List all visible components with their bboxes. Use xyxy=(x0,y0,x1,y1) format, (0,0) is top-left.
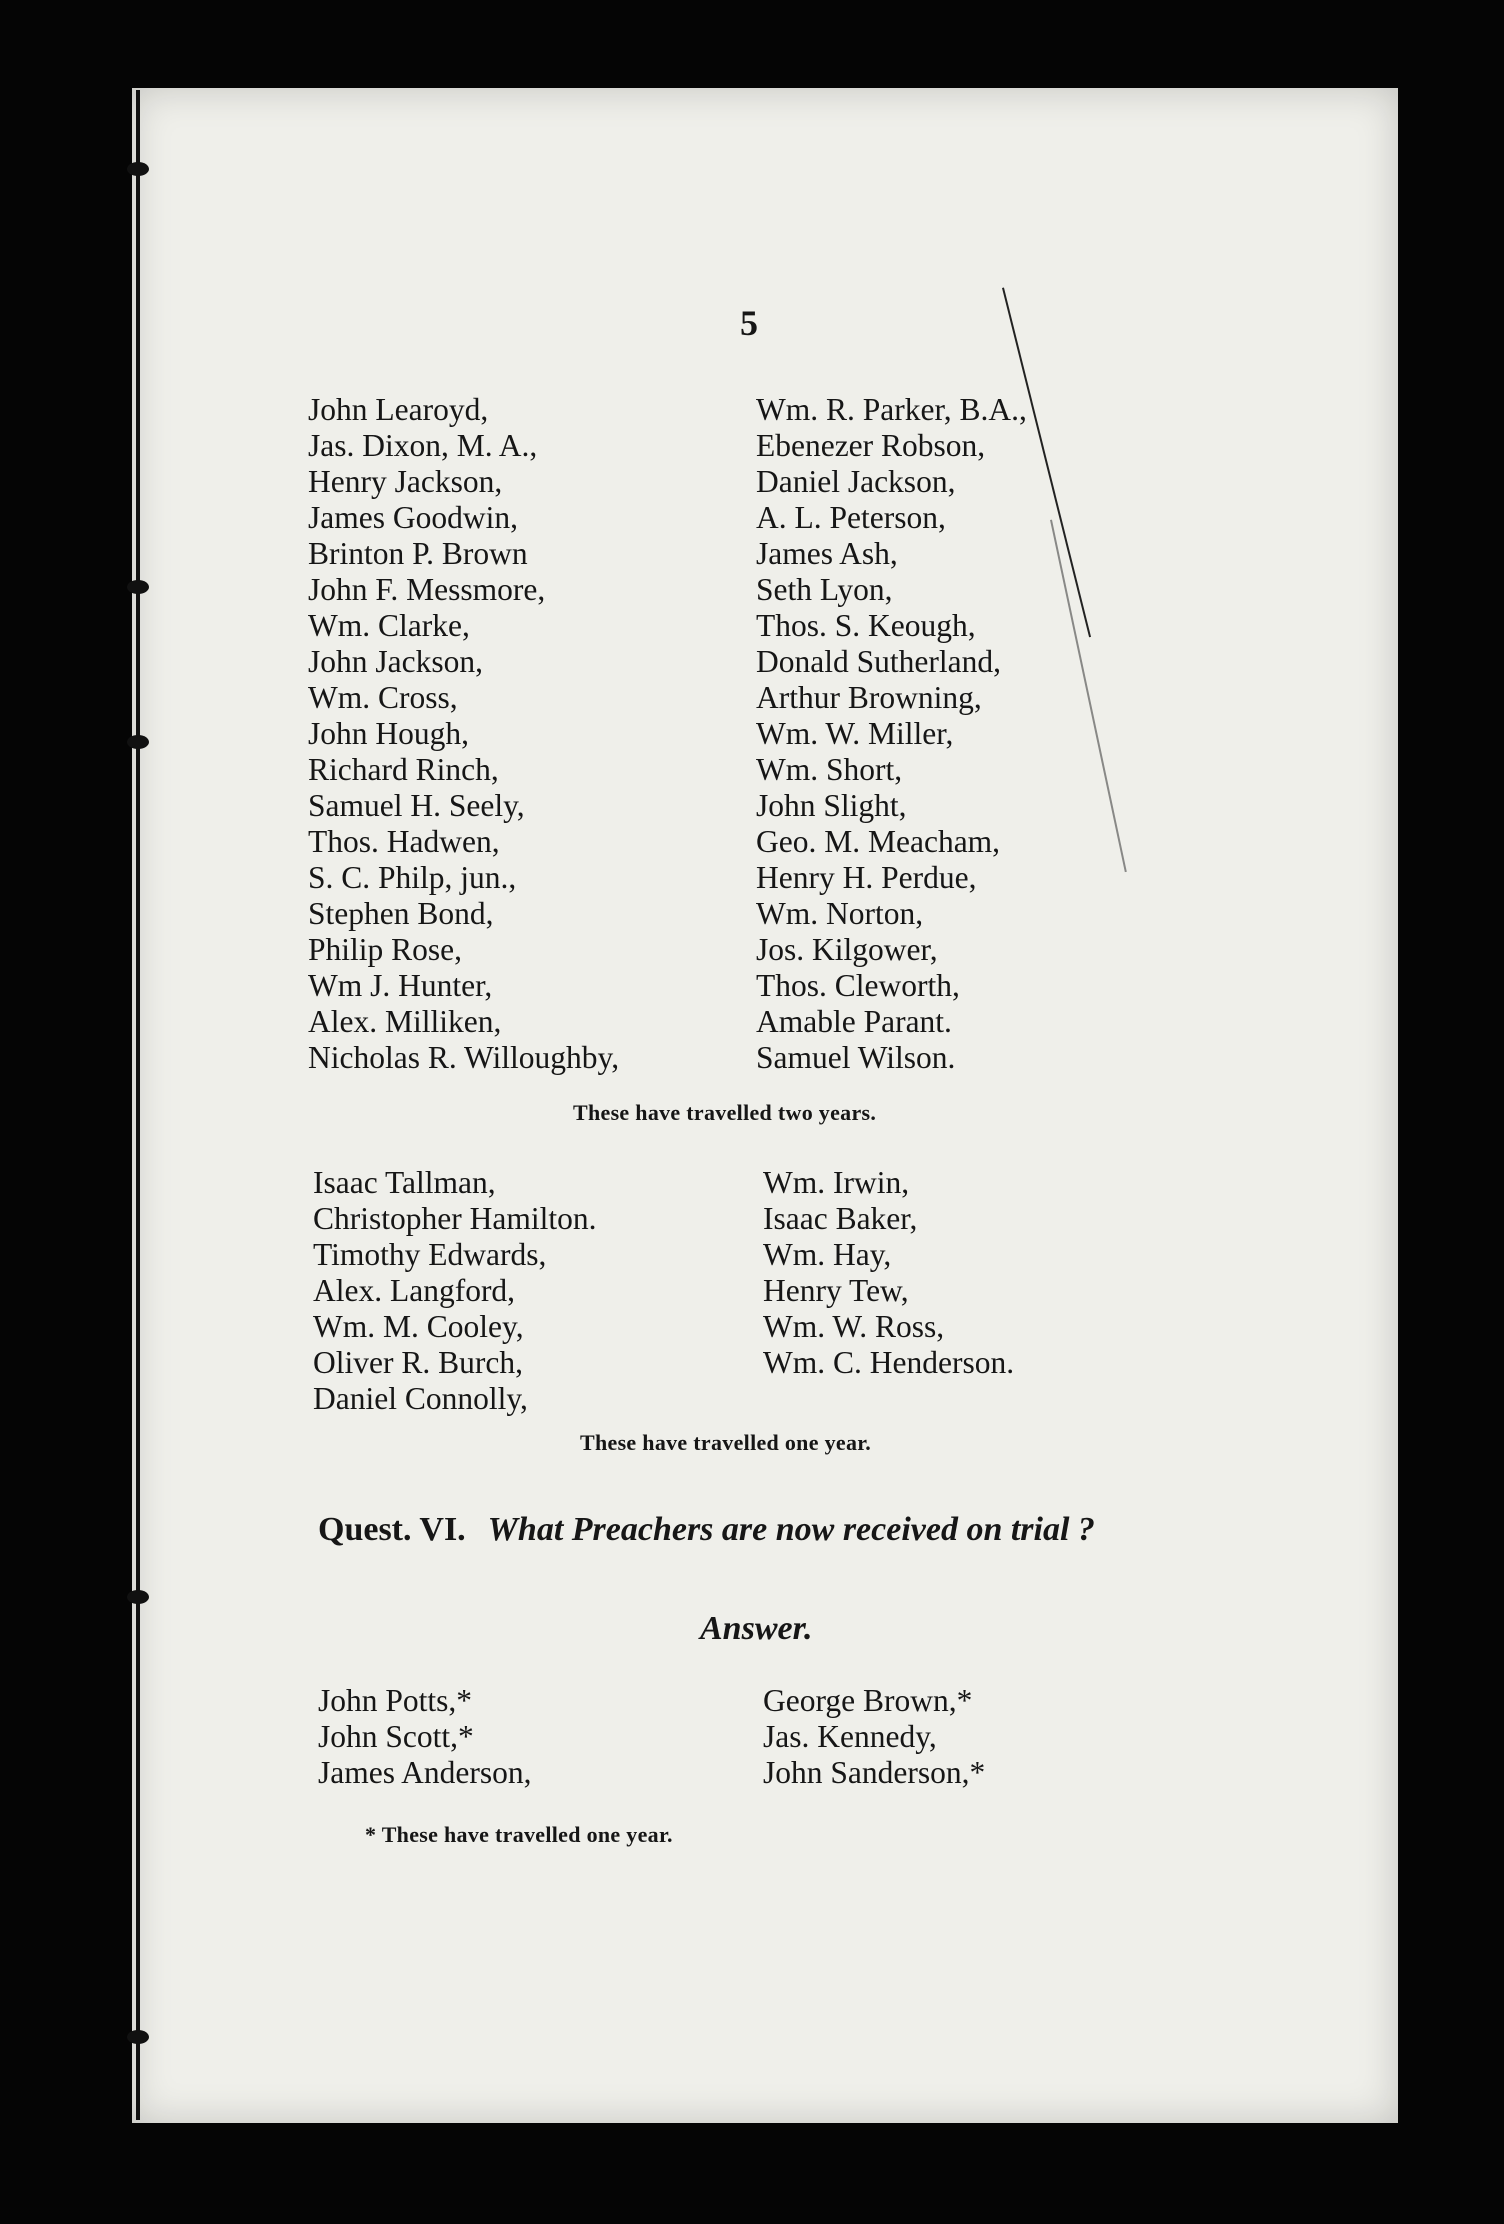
name-entry: Thos. S. Keough, xyxy=(756,608,976,643)
name-entry: Brinton P. Brown xyxy=(308,536,528,571)
name-entry: Ebenezer Robson, xyxy=(756,428,986,463)
name-entry: Arthur Browning, xyxy=(756,680,982,715)
name-entry: Wm. C. Henderson. xyxy=(763,1345,1015,1380)
name-entry: Geo. M. Meacham, xyxy=(756,824,1001,859)
name-entry: John Slight, xyxy=(756,788,907,823)
name-entry: Nicholas R. Willoughby, xyxy=(308,1040,620,1075)
name-entry: Amable Parant. xyxy=(756,1004,952,1039)
name-entry: John F. Messmore, xyxy=(308,572,546,607)
name-entry: Wm. W. Ross, xyxy=(763,1309,945,1344)
name-entry: James Goodwin, xyxy=(308,500,518,535)
binding-stitch xyxy=(127,580,149,594)
names-one-year-right xyxy=(763,1165,1014,1381)
name-entry: Samuel H. Seely, xyxy=(308,788,525,823)
name-entry: Thos. Cleworth, xyxy=(756,968,960,1003)
name-entry: John Jackson, xyxy=(308,644,483,679)
name-entry: Richard Rinch, xyxy=(308,752,499,787)
name-entry: Stephen Bond, xyxy=(308,896,494,931)
name-entry: Timothy Edwards, xyxy=(313,1237,547,1272)
name-entry: S. C. Philp, jun., xyxy=(308,860,517,895)
binding-stitch xyxy=(127,2030,149,2044)
binding-stitch xyxy=(127,1590,149,1604)
binding-stitch xyxy=(127,735,149,749)
footnote: * These have travelled one year. xyxy=(365,1822,673,1847)
answer-names-right xyxy=(763,1683,985,1791)
question-text: What Preachers are now received on trial ? xyxy=(487,1511,1095,1548)
page-number: 5 xyxy=(740,303,758,343)
name-entry: Henry Jackson, xyxy=(308,464,503,499)
name-entry: John Scott,* xyxy=(318,1719,474,1754)
name-entry: James Ash, xyxy=(756,536,898,571)
question-heading xyxy=(318,1508,1238,1552)
name-entry: Thos. Hadwen, xyxy=(308,824,500,859)
name-entry: Isaac Tallman, xyxy=(313,1165,496,1200)
name-entry: Philip Rose, xyxy=(308,932,463,967)
name-entry: Jos. Kilgower, xyxy=(756,932,938,967)
name-entry: A. L. Peterson, xyxy=(756,500,946,535)
names-one-year-left xyxy=(313,1165,596,1417)
name-entry: Samuel Wilson. xyxy=(756,1040,956,1075)
binding-stitch xyxy=(127,162,149,176)
name-entry: Alex. Milliken, xyxy=(308,1004,502,1039)
names-two-years-right xyxy=(756,392,1027,1076)
names-two-years-left xyxy=(308,392,619,1076)
name-entry: Oliver R. Burch, xyxy=(313,1345,523,1380)
answer-names-left xyxy=(318,1683,531,1791)
name-entry: Daniel Connolly, xyxy=(313,1381,528,1416)
name-entry: Wm J. Hunter, xyxy=(308,968,493,1003)
note-one-year: These have travelled one year. xyxy=(580,1430,872,1455)
answer-heading: Answer. xyxy=(700,1610,813,1647)
name-entry: Wm. Short, xyxy=(756,752,903,787)
name-entry: Henry H. Perdue, xyxy=(756,860,977,895)
name-entry: John Sanderson,* xyxy=(763,1755,986,1790)
name-entry: Wm. Clarke, xyxy=(308,608,470,643)
name-entry: John Learoyd, xyxy=(308,392,489,427)
name-entry: Wm. M. Cooley, xyxy=(313,1309,524,1344)
name-entry: Donald Sutherland, xyxy=(756,644,1001,679)
name-entry: Jas. Kennedy, xyxy=(763,1719,937,1754)
name-entry: John Hough, xyxy=(308,716,470,751)
name-entry: Henry Tew, xyxy=(763,1273,909,1308)
name-entry: Wm. R. Parker, B.A., xyxy=(756,392,1027,427)
name-entry: George Brown,* xyxy=(763,1683,973,1718)
name-entry: Daniel Jackson, xyxy=(756,464,956,499)
name-entry: Alex. Langford, xyxy=(313,1273,516,1308)
name-entry: Christopher Hamilton. xyxy=(313,1201,597,1236)
name-entry: Isaac Baker, xyxy=(763,1201,918,1236)
name-entry: Wm. Cross, xyxy=(308,680,458,715)
note-two-years: These have travelled two years. xyxy=(573,1100,877,1125)
name-entry: Seth Lyon, xyxy=(756,572,893,607)
name-entry: Wm. Irwin, xyxy=(763,1165,910,1200)
name-entry: Wm. W. Miller, xyxy=(756,716,954,751)
name-entry: Wm. Norton, xyxy=(756,896,924,931)
name-entry: Jas. Dixon, M. A., xyxy=(308,428,538,463)
binding-spine xyxy=(136,90,140,2120)
question-label: Quest. VI. xyxy=(318,1511,466,1548)
name-entry: James Anderson, xyxy=(318,1755,532,1790)
name-entry: John Potts,* xyxy=(318,1683,473,1718)
name-entry: Wm. Hay, xyxy=(763,1237,892,1272)
